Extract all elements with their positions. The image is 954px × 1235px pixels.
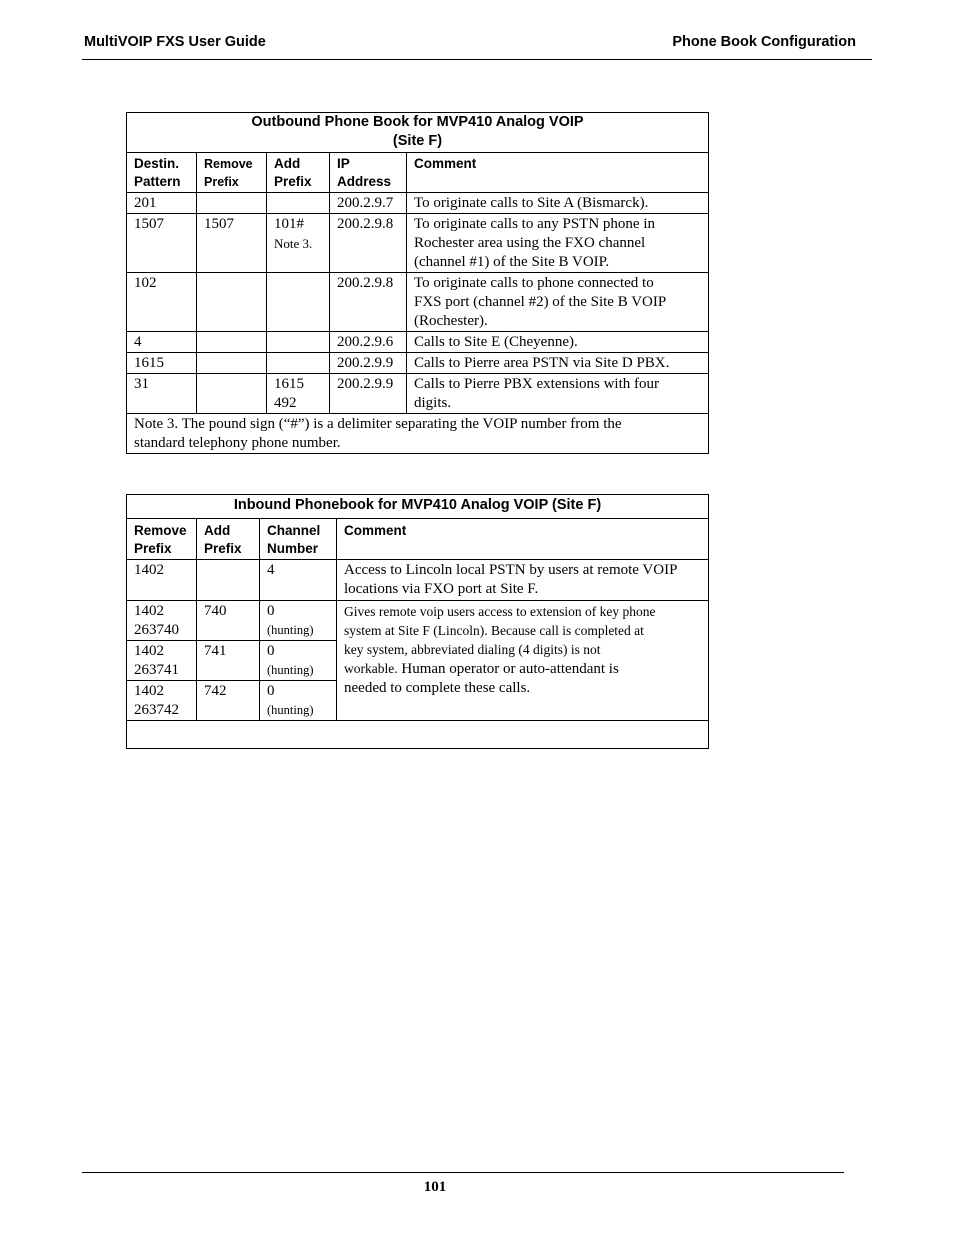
add-prefix-cell: 101# Note 3.	[267, 214, 330, 273]
ip-address-cell: 200.2.9.9	[330, 353, 407, 374]
page-footer	[82, 1172, 844, 1195]
outbound-table-title: Outbound Phone Book for MVP410 Analog VOIP (Site F)	[127, 113, 709, 153]
add-prefix-cell	[267, 353, 330, 374]
note-reference: Note 3.	[274, 236, 313, 251]
remove-prefix-cell	[197, 193, 267, 214]
table-row	[127, 353, 709, 374]
ip-address-cell: 200.2.9.6	[330, 332, 407, 353]
comment-cell: To originate calls to Site A (Bismarck).	[407, 193, 709, 214]
comment-cell: Calls to Pierre area PSTN via Site D PBX.	[407, 353, 709, 374]
hunting-note: (hunting)	[267, 703, 314, 717]
add-prefix-cell	[267, 332, 330, 353]
section-title: Phone Book Configuration	[672, 34, 856, 50]
table-row	[127, 214, 709, 273]
table-row	[127, 374, 709, 414]
remove-prefix-cell: 1402 263740	[127, 601, 197, 641]
add-prefix-cell	[267, 273, 330, 332]
comment-cell: Access to Lincoln local PSTN by users at remote VOIP locations via FXO port at Site F.	[337, 560, 709, 601]
inbound-phonebook-table	[126, 494, 709, 749]
col-header-ip-address: IP Address	[330, 153, 407, 193]
channel-number-cell: 0 (hunting)	[260, 681, 337, 721]
table-row	[127, 332, 709, 353]
remove-prefix-cell: 1402 263742	[127, 681, 197, 721]
col-header-add-prefix: Add Prefix	[267, 153, 330, 193]
page-number: 101	[423, 1179, 447, 1195]
outbound-phonebook-table	[126, 112, 709, 454]
ip-address-cell: 200.2.9.8	[330, 214, 407, 273]
inbound-table-title: Inbound Phonebook for MVP410 Analog VOIP (Site F)	[127, 495, 709, 519]
page-header	[82, 33, 872, 60]
add-prefix-cell	[267, 193, 330, 214]
dest-pattern-cell: 4	[127, 332, 197, 353]
dest-pattern-cell: 1507	[127, 214, 197, 273]
col-header-channel-number: Channel Number	[260, 519, 337, 560]
document-title: MultiVOIP FXS User Guide	[84, 34, 266, 50]
dest-pattern-cell: 102	[127, 273, 197, 332]
col-header-add-prefix: Add Prefix	[197, 519, 260, 560]
ip-address-cell: 200.2.9.8	[330, 273, 407, 332]
col-header-comment: Comment	[337, 519, 709, 560]
col-header-remove-prefix: Remove Prefix	[197, 153, 267, 193]
remove-prefix-cell	[197, 353, 267, 374]
outbound-header-row	[127, 153, 709, 193]
ip-address-cell: 200.2.9.9	[330, 374, 407, 414]
comment-cell-merged: Gives remote voip users access to extension of key phone system at Site F (Lincoln). Because call is completed at key system, abbreviated dialing (4 digits) is not workable. Human operator or auto-attendant is needed to complete these calls.	[337, 601, 709, 721]
channel-number-cell: 0 (hunting)	[260, 641, 337, 681]
add-prefix-cell	[197, 560, 260, 601]
add-prefix-cell: 741	[197, 641, 260, 681]
table-row	[127, 193, 709, 214]
comment-cell: Calls to Pierre PBX extensions with four digits.	[407, 374, 709, 414]
channel-number-cell: 4	[260, 560, 337, 601]
col-header-destin-pattern: Destin. Pattern	[127, 153, 197, 193]
comment-cell: To originate calls to any PSTN phone in Rochester area using the FXO channel (channel #1) of the Site B VOIP.	[407, 214, 709, 273]
add-prefix-cell: 740	[197, 601, 260, 641]
add-prefix-cell: 1615 492	[267, 374, 330, 414]
comment-cell: To originate calls to phone connected to FXS port (channel #2) of the Site B VOIP (Rochester).	[407, 273, 709, 332]
inbound-header-row	[127, 519, 709, 560]
table-footnote: Note 3. The pound sign (“#”) is a delimiter separating the VOIP number from the standard telephony phone number.	[127, 414, 709, 454]
remove-prefix-cell: 1402 263741	[127, 641, 197, 681]
col-header-remove-prefix: Remove Prefix	[127, 519, 197, 560]
col-header-comment: Comment	[407, 153, 709, 193]
hunting-note: (hunting)	[267, 623, 314, 637]
remove-prefix-cell: 1507	[197, 214, 267, 273]
dest-pattern-cell: 1615	[127, 353, 197, 374]
remove-prefix-cell	[197, 273, 267, 332]
add-prefix-cell: 742	[197, 681, 260, 721]
remove-prefix-cell	[197, 374, 267, 414]
table-row	[127, 560, 709, 601]
channel-number-cell: 0 (hunting)	[260, 601, 337, 641]
remove-prefix-cell: 1402	[127, 560, 197, 601]
dest-pattern-cell: 201	[127, 193, 197, 214]
table-row	[127, 601, 709, 641]
comment-cell: Calls to Site E (Cheyenne).	[407, 332, 709, 353]
dest-pattern-cell: 31	[127, 374, 197, 414]
table-row	[127, 273, 709, 332]
remove-prefix-cell	[197, 332, 267, 353]
hunting-note: (hunting)	[267, 663, 314, 677]
ip-address-cell: 200.2.9.7	[330, 193, 407, 214]
empty-row	[127, 721, 709, 749]
